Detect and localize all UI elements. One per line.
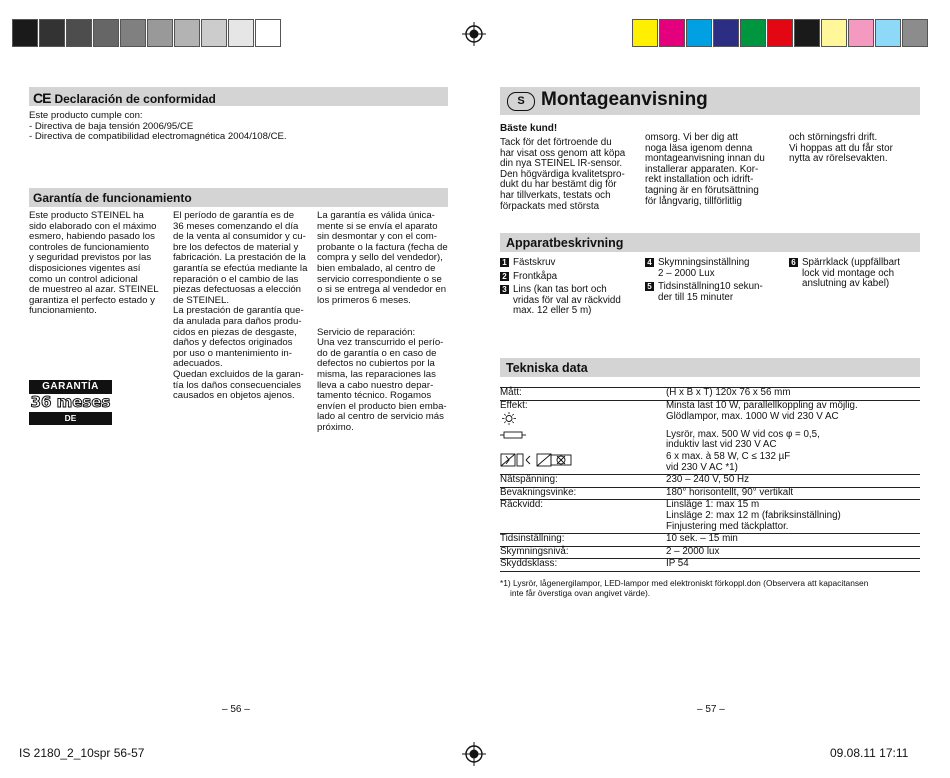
- tech-value: Minsta last 10 W, parallellkoppling av möjlig.: [666, 399, 858, 411]
- tech-value: 180° horisontellt, 90° vertikalt: [666, 487, 920, 500]
- conformity-title: CE Declaración de conformidad: [33, 90, 216, 106]
- tech-row: [500, 388, 920, 401]
- item-number-badge: 4: [645, 258, 654, 267]
- device-item-line: lock vid montage och: [802, 267, 895, 279]
- tech-row: [500, 559, 920, 572]
- page-title: Montageanvisning: [541, 89, 708, 110]
- conformity-text: [29, 111, 287, 143]
- gray-swatch: [120, 19, 146, 47]
- tech-value: 10 sek. – 15 min: [666, 534, 920, 547]
- tech-row: [500, 487, 920, 500]
- device-item-line: 2 Frontkåpa: [500, 272, 621, 283]
- text-line: envíen el producto bien emba-: [317, 400, 447, 412]
- item-number-badge: 6: [789, 258, 798, 267]
- registration-mark-icon: [462, 742, 486, 766]
- tech-key: [500, 452, 666, 475]
- tech-key: Bevakningsvinke:: [500, 487, 666, 500]
- gray-swatch: [147, 19, 173, 47]
- warranty-badge-middle: 36 meses: [30, 393, 111, 411]
- tech-key: [500, 430, 666, 452]
- color-calibration-bar: [632, 19, 929, 47]
- tech-value: 2 – 2000 lux: [666, 546, 920, 559]
- gray-swatch: [66, 19, 92, 47]
- gray-swatch: [201, 19, 227, 47]
- tech-row: [500, 452, 920, 475]
- device-items-col-3: [789, 258, 900, 290]
- text-line: Den högvärdiga kvalitetspro-: [500, 168, 625, 180]
- text-line: causados en objetos ajenos.: [173, 390, 295, 402]
- text-line: fabricación. La prestación de la: [173, 252, 306, 264]
- item-number-badge: 2: [500, 272, 509, 281]
- text-line: piezas defectuosas a elección: [173, 284, 301, 296]
- text-line: por uso o mantenimiento in-: [173, 347, 292, 359]
- text-line: tía los daños consecuenciales: [173, 379, 301, 391]
- text-line: förpackats med största: [500, 200, 600, 212]
- tech-data-table: [500, 387, 920, 572]
- text-line: do de garantía o en caso de: [317, 347, 437, 359]
- text-line: dukt du har bestämt dig för: [500, 179, 617, 191]
- warranty-col-2: [173, 211, 307, 402]
- footer-slug-left: IS 2180_2_10spr 56-57: [19, 746, 145, 760]
- text-line: da anulada para daños produ-: [173, 315, 302, 327]
- tech-key: Skymningsnivå:: [500, 546, 666, 559]
- tech-value: 230 – 240 V, 50 Hz: [666, 475, 920, 488]
- item-number-badge: 1: [500, 258, 509, 267]
- text-line: servicio correspondiente o se: [317, 273, 442, 285]
- text-line: bien embalado, al centro de: [317, 262, 436, 274]
- gray-swatch: [93, 19, 119, 47]
- text-line: daños y defectos originados: [173, 337, 293, 349]
- page-number-right: – 57 –: [697, 704, 725, 715]
- text-line: mente si se envía el aparato: [317, 220, 438, 232]
- warranty-badge-top: GARANTÍA: [29, 380, 112, 394]
- tech-value: Lysrör, max. 500 W vid cos φ = 0,5, induktiv last vid 230 V AC: [666, 428, 820, 451]
- gray-swatch: [228, 19, 254, 47]
- color-swatch: [740, 19, 766, 47]
- text-line: lleva a cabo nuestro depar-: [317, 379, 434, 391]
- tech-row: [500, 500, 920, 534]
- text-line: tagning är en förutsättning: [645, 184, 759, 196]
- text-line: garantía se efectúa mediante la: [173, 262, 308, 274]
- text-line: - Directiva de baja tensión 2006/95/CE: [29, 120, 194, 132]
- tech-title: Tekniska data: [506, 361, 588, 375]
- device-item-line: anslutning av kabel): [802, 278, 890, 290]
- warranty-badge-bottom: DE FUNCIONAMIENTO: [29, 412, 112, 425]
- text-line: din nya STEINEL IR-sensor.: [500, 158, 623, 170]
- tech-value: (H x B x T) 120x 76 x 56 mm: [666, 388, 920, 401]
- text-line: y seguridad previstos por las: [29, 252, 152, 264]
- text-line: probante o la factura (fecha de: [317, 241, 448, 253]
- tech-value: Glödlampor, max. 1000 W vid 230 V AC: [666, 411, 839, 423]
- text-line: har tillverkats, testats och: [500, 189, 611, 201]
- color-swatch: [686, 19, 712, 47]
- text-line: Este producto cumple con:: [29, 110, 143, 121]
- gray-swatch: [255, 19, 281, 47]
- color-swatch: [794, 19, 820, 47]
- text-line: controles de funcionamiento: [29, 241, 149, 253]
- tech-row: [500, 475, 920, 488]
- text-line: disposiciones vigentes así: [29, 262, 141, 274]
- text-line: tamento técnico. Rogamos: [317, 390, 432, 402]
- text-line: Vi hoppas att du får stor: [789, 142, 893, 154]
- text-line: rekt installation och idrift-: [645, 174, 754, 186]
- color-swatch: [767, 19, 793, 47]
- text-line: - Directiva de compatibilidad electromagnética 2004/108/CE.: [29, 131, 287, 143]
- text-line: Quedan excluidos de la garan-: [173, 368, 304, 380]
- color-swatch: [632, 19, 658, 47]
- page-number-left: – 56 –: [222, 704, 250, 715]
- device-item-line: 6 Spärrklack (uppfällbart: [789, 258, 900, 269]
- text-line: omsorg. Vi ber dig att: [645, 132, 738, 143]
- text-line: [317, 317, 448, 328]
- text-line: montageanvisning innan du: [645, 153, 765, 165]
- gray-swatch: [12, 19, 38, 47]
- text-line: sido elaborado con el máximo: [29, 220, 157, 232]
- color-swatch: [821, 19, 847, 47]
- device-item-line: 2 – 2000 Lux: [658, 267, 715, 279]
- warranty-col-3: [317, 211, 448, 433]
- text-line: como un control adicional: [29, 273, 138, 285]
- text-line: cidos en piezas de desgaste,: [173, 326, 297, 338]
- text-line: compra y sello del vendedor),: [317, 252, 443, 264]
- text-line: garantiza el perfecto estado y: [29, 294, 155, 306]
- tech-row: [500, 534, 920, 547]
- device-item-line: 1 Fästskruv: [500, 258, 621, 269]
- device-item-line: vridas för val av räckvidd: [513, 294, 621, 306]
- country-code-badge: S: [507, 92, 535, 111]
- color-swatch: [848, 19, 874, 47]
- text-line: de STEINEL.: [173, 294, 229, 306]
- gray-swatch: [174, 19, 200, 47]
- text-line: próximo.: [317, 421, 354, 433]
- intro-col-1: [500, 138, 625, 212]
- text-line: defectos no cubiertos por la: [317, 358, 435, 370]
- text-line: los primeros 6 meses.: [317, 294, 411, 306]
- tech-row: [500, 412, 920, 430]
- text-line: La prestación de garantía que-: [173, 305, 304, 317]
- text-line: La garantía es válida única-: [317, 210, 435, 221]
- text-line: bre los defectos de material y: [173, 241, 299, 253]
- device-item-line: max. 12 eller 5 m): [513, 305, 592, 317]
- tech-key: Mått:: [500, 388, 666, 401]
- tech-value: 6 x max. à 58 W, C ≤ 132 µF vid 230 V AC *1): [666, 452, 920, 475]
- text-line: och störningsfri drift.: [789, 132, 878, 143]
- text-line: nytta av rörelsevakten.: [789, 153, 888, 165]
- text-line: funcionamiento.: [29, 305, 97, 317]
- text-line: Este producto STEINEL ha: [29, 210, 144, 221]
- text-line: har visat oss genom att köpa: [500, 147, 626, 159]
- item-number-badge: 3: [500, 285, 509, 294]
- ballast-icon: [500, 460, 584, 471]
- greeting: Bäste kund!: [500, 123, 558, 134]
- device-item-line: der till 15 minuter: [658, 291, 734, 303]
- text-line: adecuados.: [173, 358, 223, 370]
- tech-value: Linsläge 1: max 15 m Linsläge 2: max 12 m (fabriksinställning) Finjustering med täckplattor.: [666, 500, 920, 534]
- color-swatch: [713, 19, 739, 47]
- text-line: reparación o el cambio de las: [173, 273, 299, 285]
- tech-value: IP 54: [666, 559, 920, 572]
- footer-slug-right: 09.08.11 17:11: [830, 746, 909, 760]
- tech-footnote: [500, 578, 868, 598]
- text-line: lado al centro de servicio más: [317, 411, 444, 423]
- tech-key: Effekt:: [500, 399, 528, 411]
- ce-mark: CE: [33, 90, 51, 106]
- text-line: för långvarig, tillförlitlig: [645, 195, 742, 207]
- gray-swatch: [39, 19, 65, 47]
- intro-col-2: [645, 133, 765, 207]
- tech-key: Tidsinställning:: [500, 534, 666, 547]
- device-item-line: 3 Lins (kan tas bort och: [500, 285, 621, 296]
- device-items-col-1: [500, 258, 621, 317]
- color-swatch: [875, 19, 901, 47]
- grayscale-calibration-bar: [12, 19, 282, 47]
- text-line: Servicio de reparación:: [317, 326, 416, 338]
- text-line: installerar apparaten. Kor-: [645, 163, 759, 175]
- registration-mark-icon: [462, 22, 486, 46]
- text-line: Una vez transcurrido el perío-: [317, 337, 444, 349]
- text-line: Tack för det förtroende du: [500, 137, 612, 148]
- text-line: esmero, habiendo pasado los: [29, 231, 155, 243]
- device-item-line: 4 Skymningsinställning: [645, 258, 763, 269]
- device-items-col-2: [645, 258, 763, 303]
- color-swatch: [659, 19, 685, 47]
- intro-col-3: [789, 133, 893, 165]
- warranty-col-1: [29, 211, 159, 317]
- tech-row: [500, 430, 920, 452]
- text-line: 36 meses comenzando el día: [173, 220, 299, 232]
- text-line: o si se entrega al vendedor en: [317, 284, 447, 296]
- device-title: Apparatbeskrivning: [506, 236, 624, 250]
- tech-key: Räckvidd:: [500, 500, 666, 534]
- text-line: de la venta al consumidor y cu-: [173, 231, 306, 243]
- tech-key: Nätspänning:: [500, 475, 666, 488]
- text-line: El período de garantía es de: [173, 210, 295, 221]
- bulb-icon: [500, 417, 518, 428]
- text-line: sin desmontar y con el com-: [317, 231, 437, 243]
- tech-key: Skyddsklass:: [500, 559, 666, 572]
- text-line: de muestreo al azar. STEINEL: [29, 284, 159, 296]
- item-number-badge: 5: [645, 282, 654, 291]
- color-swatch: [902, 19, 928, 47]
- warranty-title: Garantía de funcionamiento: [33, 191, 192, 205]
- text-line: noga läsa igenom denna: [645, 142, 753, 154]
- text-line: [317, 306, 448, 317]
- tech-key: [500, 412, 666, 430]
- tech-row: [500, 546, 920, 559]
- tube-icon: [500, 432, 526, 443]
- footnote-line: *1) Lysrör, lågenergilampor, LED-lampor med elektroniskt förkoppl.don (Observera att kapacitansen: [500, 578, 869, 588]
- text-line: misma, las reparaciones las: [317, 368, 436, 380]
- footnote-line: inte får överstiga ovan angivet värde).: [510, 588, 651, 598]
- device-item-line: 5 Tidsinställning10 sekun-: [645, 282, 763, 293]
